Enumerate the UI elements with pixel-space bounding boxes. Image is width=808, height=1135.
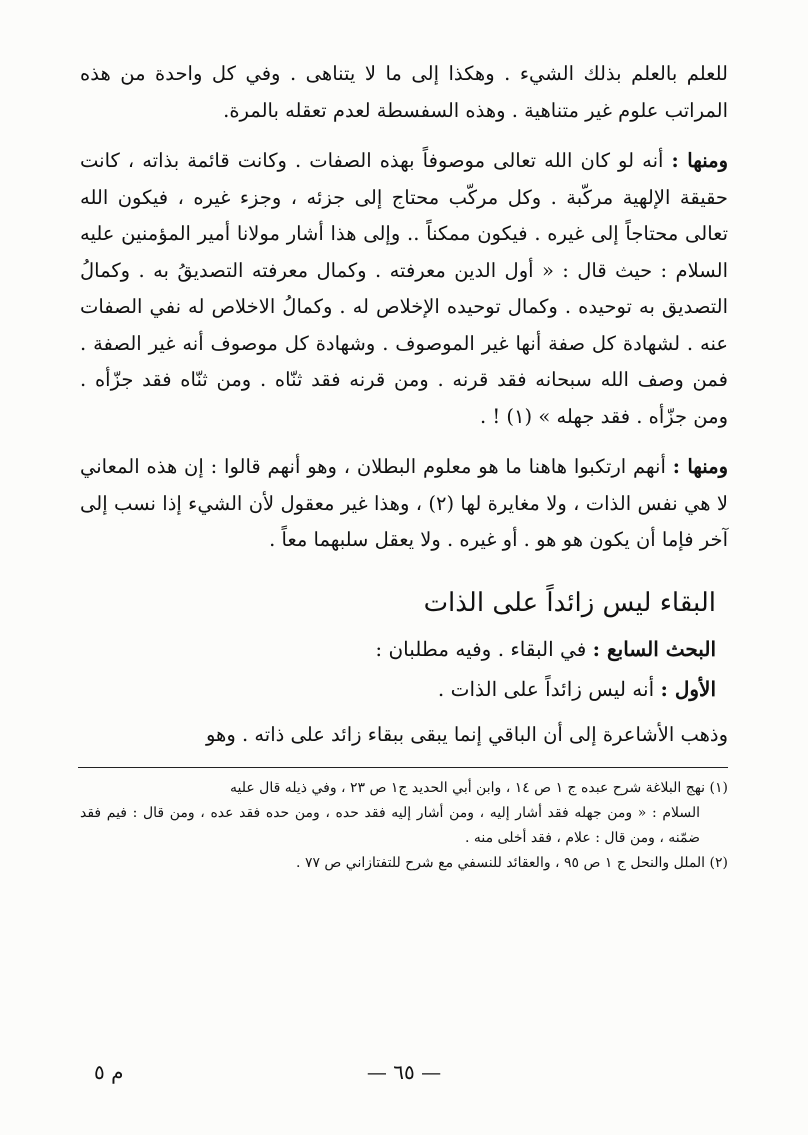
footnote-1: (١) نهج البلاغة شرح عبده ج ١ ص ١٤ ، وابن أبي الحديد ج١ ص ٢٣ ، وفي ذيله قال عليه xyxy=(230,780,728,796)
footnote-1-continuation: السلام : « ومن جهله فقد أشار إليه ، ومن أشار إليه فقد حده ، ومن حده فقد عده ، ومن قال : فيم فقد ضمّنه ، ومن قال : علام ، فقد أخلى منه . xyxy=(80,805,700,846)
section-line-2 xyxy=(80,669,716,709)
paragraph-3 xyxy=(80,449,728,559)
footnote-divider xyxy=(78,767,728,768)
paragraph-text: أنهم ارتكبوا هاهنا ما هو معلوم البطلان ، وهو أنهم قالوا : إن هذه المعاني لا هي نفس الذات ، ولا مغايرة لها (٢) ، وهذا غير معقول لأن الشيء إذا نسب إلى آخر فإما أن يكون هو هو . أو غيره . ولا يعقل سلبهما معاً . xyxy=(80,455,729,551)
page-footer xyxy=(80,1060,728,1100)
section-heading: البقاء ليس زائداً على الذات xyxy=(423,587,716,618)
section-line-3: وذهب الأشاعرة إلى أن الباقي إنما يبقى ببقاء زائد على ذاته . وهو xyxy=(205,722,728,746)
paragraph-text: للعلم بالعلم بذلك الشيء . وهكذا إلى ما لا يتناهى . وفي كل واحدة من هذه المراتب علوم غير متناهية . وهذه السفسطة لعدم تعقله بالمرة. xyxy=(80,62,728,122)
paragraph-lead: ومنها : xyxy=(671,149,728,172)
paragraph-text: أنه لو كان الله تعالى موصوفاً بهذه الصفات . وكانت قائمة بذاته ، كانت حقيقة الإلهية مركّبة . وكل مركّب محتاج إلى جزئه ، وجزء غيره ، فيكون الله تعالى محتاجاً إلى غيره . فيكون ممكناً .. وإلى هذا أشار مولانا أمير المؤمنين عليه السلام : حيث قال : « أول الدين معرفته . وكمال معرفته التصديقُ به . وكمالُ التصديق به توحيده . وكمال توحيده الإخلاص له . وكمالُ الاخلاص له نفي الصفات عنه . لشهادة كل صفة أنها غير الموصوف . وشهادة كل موصوف أنه غير الصفة . فمن وصف الله سبحانه فقد قرنه . ومن قرنه فقد ثنّاه . ومن ثنّاه فقد جزّأه . ومن جزّأه . فقد جهله » (١) ! . xyxy=(80,149,728,428)
signature-mark: م ٥ xyxy=(94,1060,124,1084)
section-line-1 xyxy=(80,629,716,669)
paragraph-2 xyxy=(80,143,728,435)
paragraph-1 xyxy=(80,56,728,129)
page-number: — ٦٥ — xyxy=(366,1060,442,1084)
paragraph-lead: ومنها : xyxy=(672,455,728,478)
line-text: أنه ليس زائداً على الذات . xyxy=(437,676,661,701)
line-lead: الأول : xyxy=(660,676,716,701)
line-text: في البقاء . وفيه مطلبان : xyxy=(375,636,593,661)
line-lead: البحث السابع : xyxy=(592,636,716,661)
footnote-2: (٢) الملل والنحل ج ١ ص ٩٥ ، والعقائد للنسفي مع شرح للتفتازاني ص ٧٧ . xyxy=(296,855,728,871)
